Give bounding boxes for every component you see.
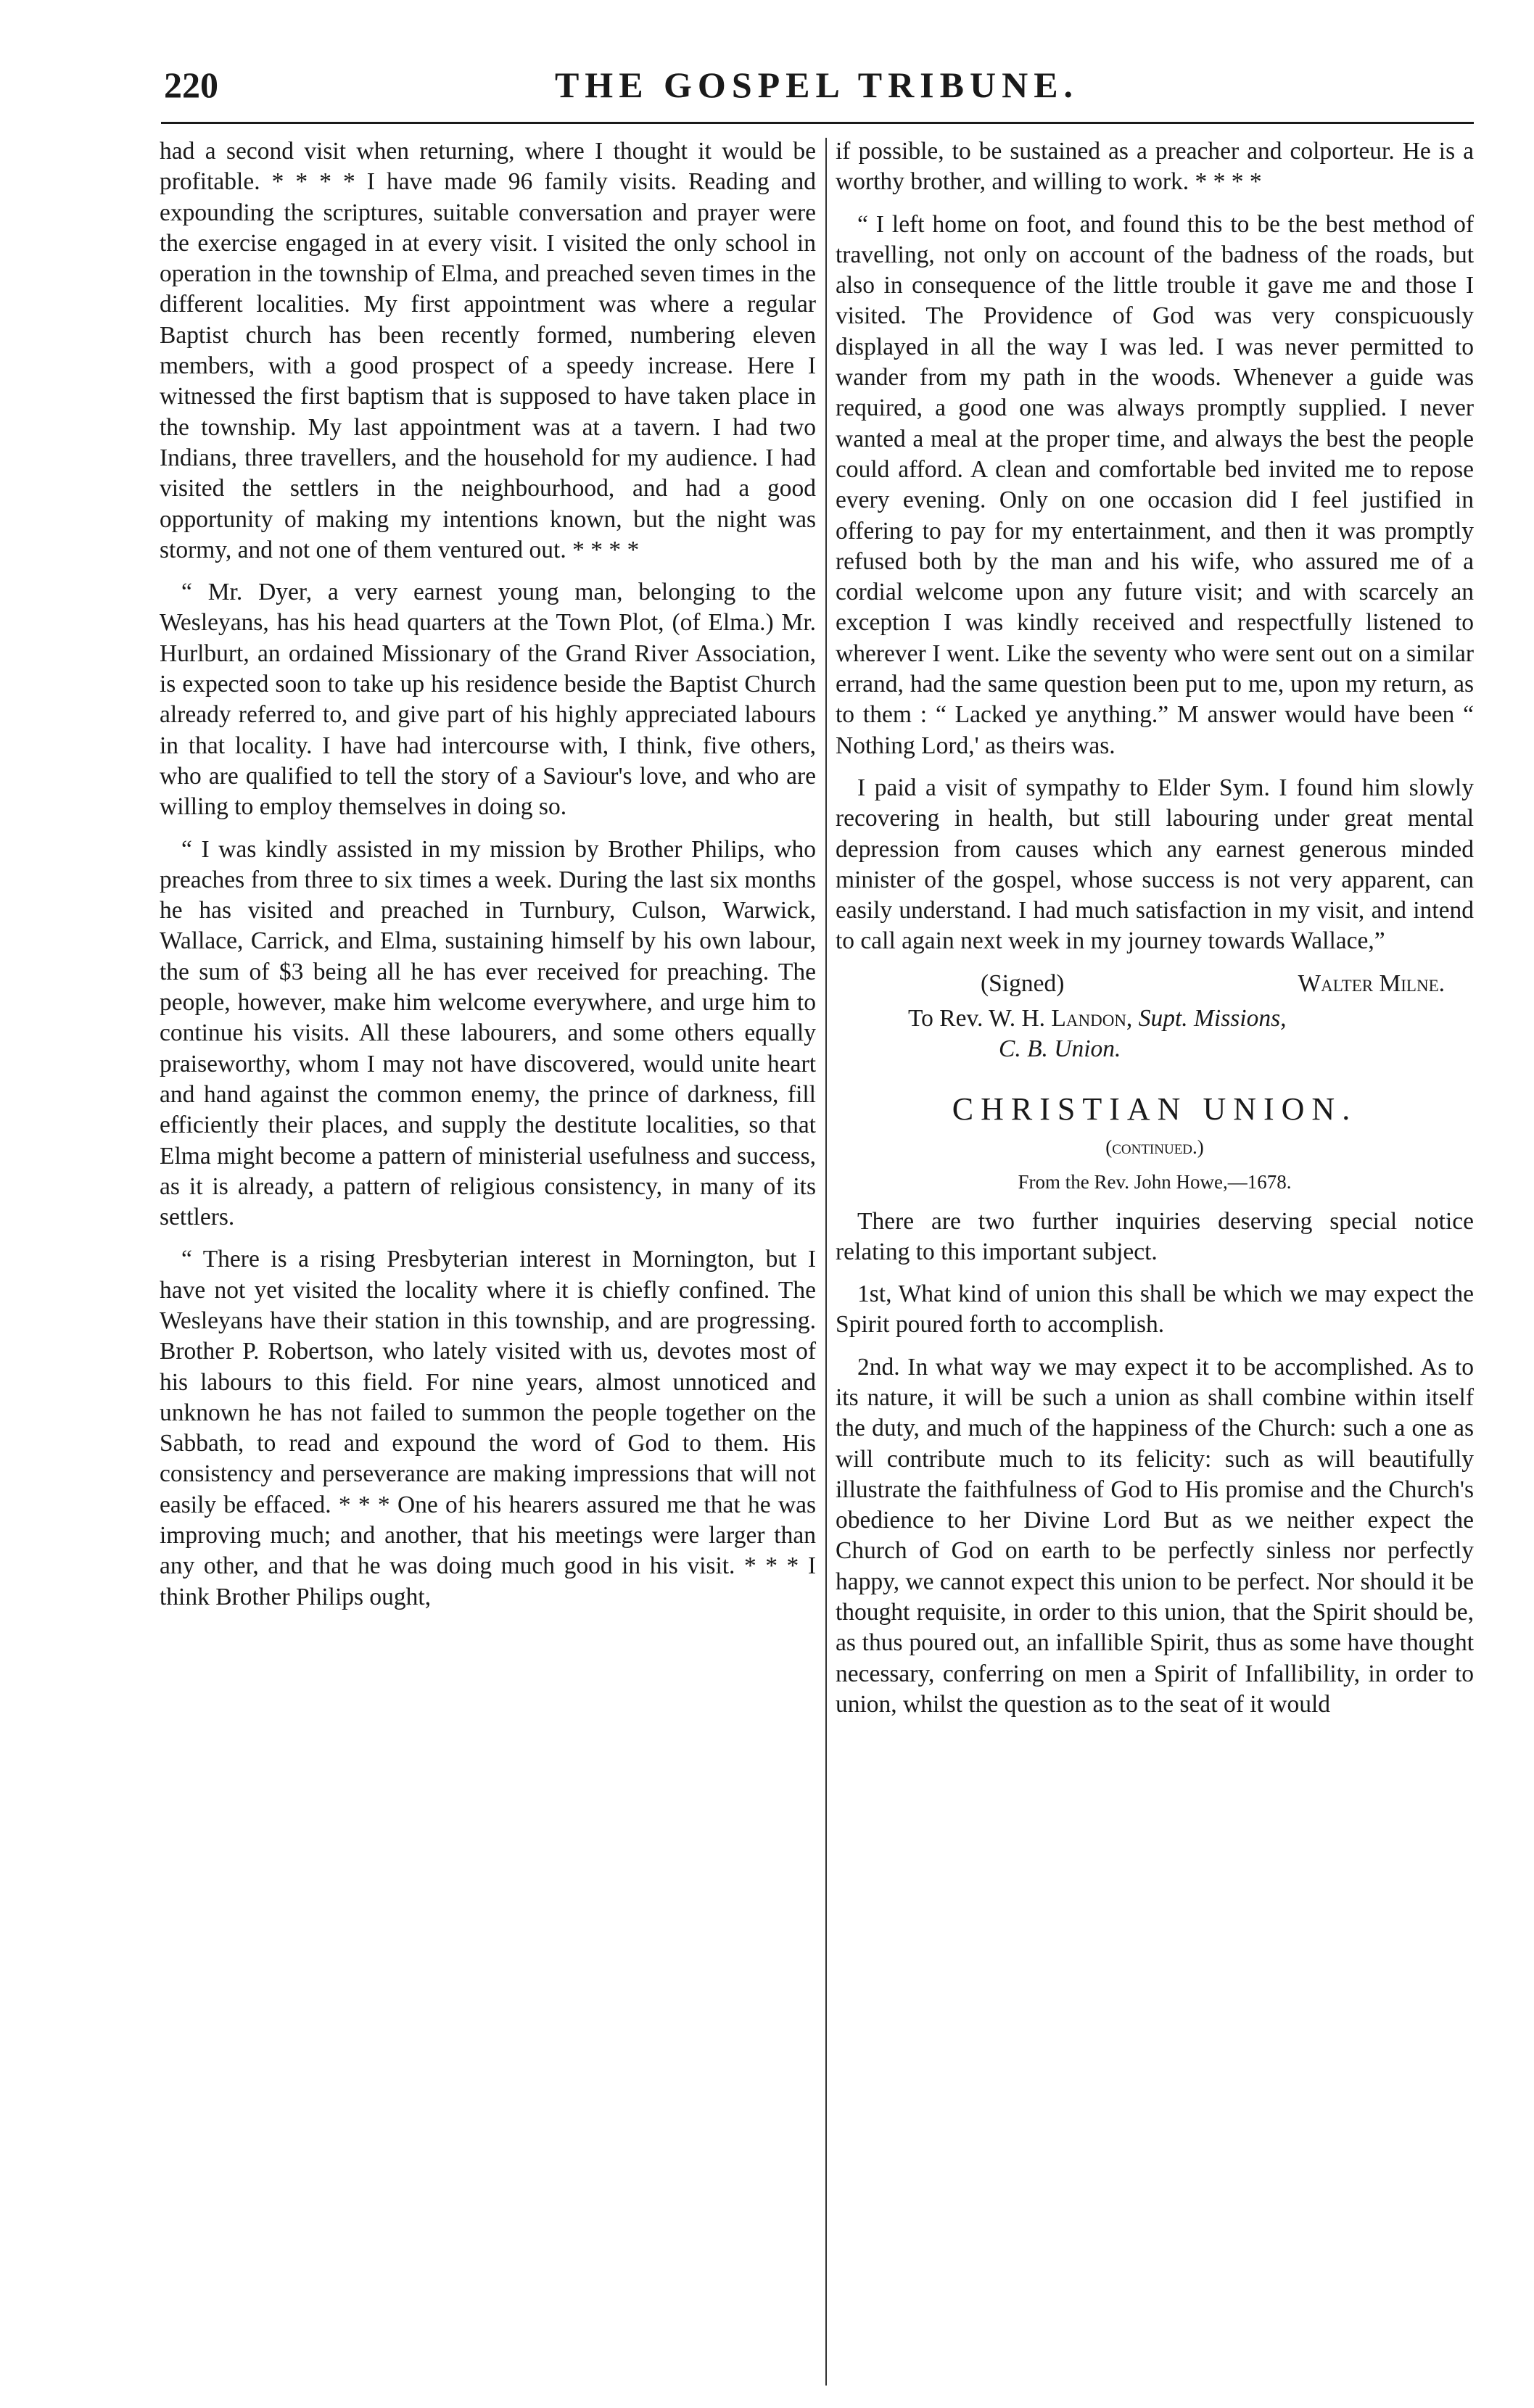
left-column <box>160 136 816 1624</box>
left-paragraph-2: “ Mr. Dyer, a very earnest young man, belonging to the Wesleyans, has his head quarters at the Town Plot, (of Elma.) Mr. Hurlburt, an ordained Missionary of the Grand River Association, is expected soon to take up his residence beside the Baptist Church already referred to, and give part of his highly appreciated labours in that locality. I have had intercourse with, I think, five others, who are qualified to tell the story of a Saviour's love, and who are willing to employ themselves in doing so. <box>160 579 816 821</box>
right-paragraph-4: There are two further inquiries deserving special notice relating to this important subject. <box>836 1207 1474 1265</box>
right-paragraph-3: I paid a visit of sympathy to Elder Sym. I found him slowly recovering in health, but still labouring under great mental depression from causes which any earnest generous minded minister of the gospel, whose success is not very apparent, can easily understand. I had much satisfaction in my visit, and intend to call again next week in my journey towards Wallace,” <box>836 774 1474 955</box>
addressee-prefix: To Rev. W. H. <box>908 1005 1046 1033</box>
right-paragraph-5: 1st, What kind of union this shall be which we may expect the Spirit poured forth to accomplish. <box>836 1280 1474 1339</box>
right-paragraph-2: “ I left home on foot, and found this to be the best method of travelling, not only on account of the badness of the roads, but also in consequence of the little trouble it gave me and those I visited. The Providence of God was very conspicuously displayed in all the way I was led. I was never permitted to wander from my path in the woods. Whenever a guide was required, a good one was always promptly supplied. I never wanted a meal at the proper time, and always the best the people could afford. A clean and comfortable bed invited me to repose every evening. Only on one occasion did I feel justified in offering to pay for my entertainment, and then it was promptly refused both by the man and his wife, who assured me of a cordial welcome upon any future visit; and with scarcely an exception I was kindly received and respectfully listened to wherever I went. Like the seventy who were sent out on a similar errand, had the same question been put to me, upon my return, as to them : “ Lacked ye anything.” M answer would have been “ Nothing Lord,' as theirs was. <box>836 210 1474 759</box>
right-paragraph-6: 2nd. In what way we may expect it to be accomplished. As to its nature, it will be such a union as shall combine within itself the duty, and much of the happiness of the Church: such a one as will contribute much to its felicity: such as will beautifully illustrate the faithfulness of God to His promise and the Church's obedience to her Divine Lord But as we neither expect the Church of God on earth to be perfectly sinless nor perfectly happy, we cannot expect this union to be perfect. Nor should it be thought requisite, in order to this union, that the Spirit should be, as thus poured out, an infallible Spirit, thus as some have thought necessary, conferring on men a Spirit of Infallibility, in order to union, whilst the question as to the seat of it would <box>836 1353 1474 1718</box>
left-paragraph-3: “ I was kindly assisted in my mission by Brother Philips, who preaches from three to six times a week. During the last six months he has visited and preached in Turnbury, Culson, Warwick, Wallace, Carrick, and Elma, sustaining himself by his own labour, the sum of $3 being all he has ever received for preaching. The people, however, make him welcome everywhere, and urge him to continue his visits. All these labourers, and some others equally praiseworthy, whom I may not have discovered, would unite heart and hand against the common enemy, the prince of darkness, fill efficiently their places, and supply the destitute localities, so that Elma might become a pattern of ministerial usefulness and success, as it is already, a pattern of religious consistency, in many of its settlers. <box>160 835 816 1231</box>
running-title: THE GOSPEL TRIBUNE. <box>554 65 1079 105</box>
page-number: 220 <box>164 65 218 105</box>
section-title: CHRISTIAN UNION. <box>952 1091 1358 1127</box>
addressee-org: C. B. Union. <box>999 1035 1121 1063</box>
column-divider <box>825 138 827 2386</box>
left-paragraph-4: “ There is a rising Presbyterian interest in Mornington, but I have not yet visited the locality where it is chiefly confined. The Wesleyans have their station in this township, and are progressing. Brother P. Robertson, who lately visited with us, devotes most of his labours to this field. For nine years, almost unnoticed and unknown he has not failed to summon the people together on the Sabbath, to read and expound the word of God to them. His consistency and perseverance are making impressions that will not easily be effaced. * * * One of his hearers assured me that he was improving much; and another, that his meetings were larger than any other, and that he was doing much good in his visit. * * * I think Brother Philips ought, <box>160 1246 816 1610</box>
addressee-role: Supt. Missions, <box>1138 1005 1287 1033</box>
right-column <box>836 136 1474 1731</box>
signature-line <box>836 969 1474 999</box>
signer-name: Walter Milne. <box>1298 969 1445 997</box>
page-header <box>164 64 1469 115</box>
section-continued: (continued.) <box>1105 1135 1204 1158</box>
signed-label: (Signed) <box>981 969 1065 997</box>
section-attribution: From the Rev. John Howe,—1678. <box>1018 1171 1292 1193</box>
right-paragraph-1: if possible, to be sustained as a preacher and colporteur. He is a worthy brother, and willing to work. * * * * <box>836 138 1474 196</box>
header-rule <box>161 122 1474 124</box>
left-paragraph-1: had a second visit when returning, where I thought it would be profitable. * * * * I have made 96 family visits. Reading and expounding the scriptures, suitable conversation and prayer were the exercise engaged in at every visit. I visited the only school in operation in the township of Elma, and preached seven times in the different localities. My first appointment was where a regular Baptist church has been recently formed, numbering eleven members, with a good prospect of a speedy increase. Here I witnessed the first baptism that is supposed to have taken place in the township. My last appointment was at a tavern. I had two Indians, three travellers, and the household for my audience. I had visited the settlers in the neighbourhood, and had a good opportunity of making my intentions known, but the night was stormy, and not one of them ventured out. * * * * <box>160 138 816 563</box>
addressee-line <box>836 1004 1474 1034</box>
addressee-name: Landon, <box>1051 1005 1133 1033</box>
